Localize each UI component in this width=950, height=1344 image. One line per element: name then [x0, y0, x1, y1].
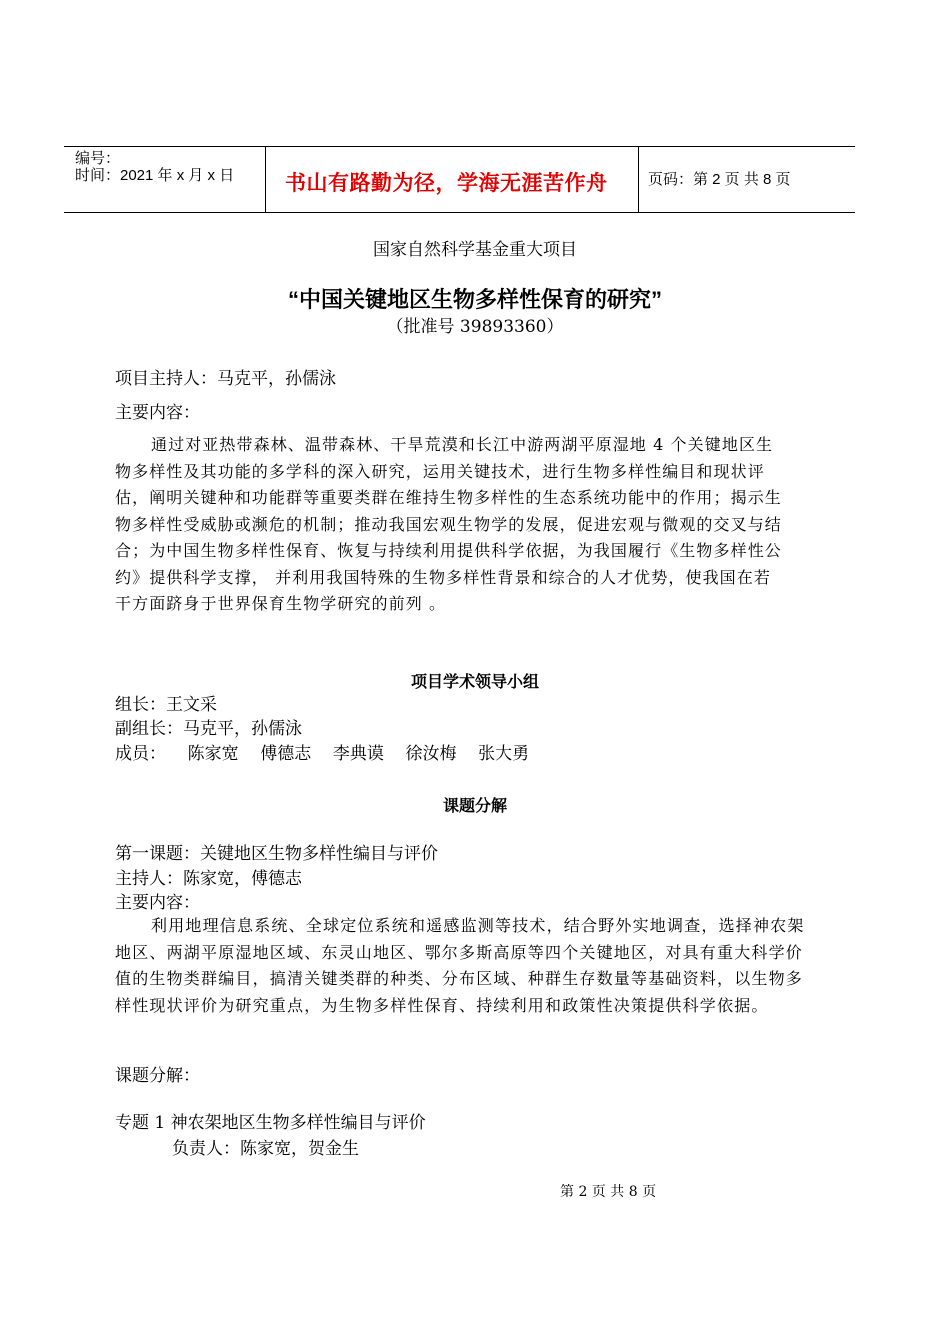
content-paragraph: 通过对亚热带森林、温带森林、干旱荒漠和长江中游两湖平原湿地 4 个关键地区生物多样性及其功能的多学科的深入研究，运用关键技术，进行生物多样性编目和现状评估，阐明关键种和功能群等重要类群在维持生物多样性的生态系统功能中的作用；揭示生物多样性受威胁或濒危的机制；推动我国宏观生物学的发展，促进宏观与微观的交叉与结合；为中国生物多样性保育、恢复与持续利用提供科学依据，为我国履行《生物多样性公约》提供科学支撑， 并利用我国特殊的生物多样性背景和综合的人才优势，使我国在若干方面跻身于世界保育生物学研究的前列 。	[115, 435, 782, 613]
leader: 组长：王文采	[115, 695, 217, 715]
content-label: 主要内容：	[115, 403, 200, 423]
header-time-label: 时间：2021 年 x 月 x 日	[75, 167, 235, 184]
header-motto: 书山有路勤为径，学海无涯苦作舟	[285, 172, 608, 195]
approval-number: （批准号 39893360）	[386, 317, 564, 337]
header-bottom-border	[64, 212, 855, 213]
footer-page-number: 第 2 页 共 8 页	[560, 1184, 657, 1200]
decomposition-title: 课题分解	[442, 798, 507, 815]
members: 成员： 陈家宽 傅德志 李典谟 徐汝梅 张大勇	[115, 744, 530, 764]
leadership-title: 项目学术领导小组	[410, 674, 539, 691]
topic1-paragraph: 利用地理信息系统、全球定位系统和遥感监测等技术，结合野外实地调查，选择神农架地区、两湖平原湿地区域、东灵山地区、鄂尔多斯高原等四个关键地区，对具有重大科学价值的生物类群编目，搞清关键类群的种类、分布区域、种群生存数量等基础资料，以生物多样性现状评价为研究重点，为生物多样性保育、持续利用和政策性决策提供科学依据。	[115, 916, 805, 1015]
header-divider-left	[265, 146, 266, 212]
vice-leader: 副组长：马克平，孙儒泳	[115, 719, 302, 739]
special1-title: 专题 1 神农架地区生物多样性编目与评价	[115, 1113, 426, 1133]
header-divider-right	[638, 146, 639, 212]
project-host: 项目主持人：马克平，孙儒泳	[115, 369, 336, 389]
topic1-title: 第一课题：关键地区生物多样性编目与评价	[115, 844, 438, 864]
document-title: “中国关键地区生物多样性保育的研究”	[287, 287, 662, 312]
topic1-host: 主持人：陈家宽，傅德志	[115, 869, 302, 889]
header-serial-label: 编号：	[75, 150, 121, 167]
subtopic-label: 课题分解：	[115, 1066, 200, 1086]
topic1-content-label: 主要内容：	[115, 893, 200, 913]
fund-name: 国家自然科学基金重大项目	[373, 240, 577, 260]
header-page-code: 页码：第 2 页 共 8 页	[648, 171, 791, 188]
special1-lead: 负责人：陈家宽，贺金生	[172, 1139, 359, 1159]
header-top-border	[64, 146, 855, 147]
